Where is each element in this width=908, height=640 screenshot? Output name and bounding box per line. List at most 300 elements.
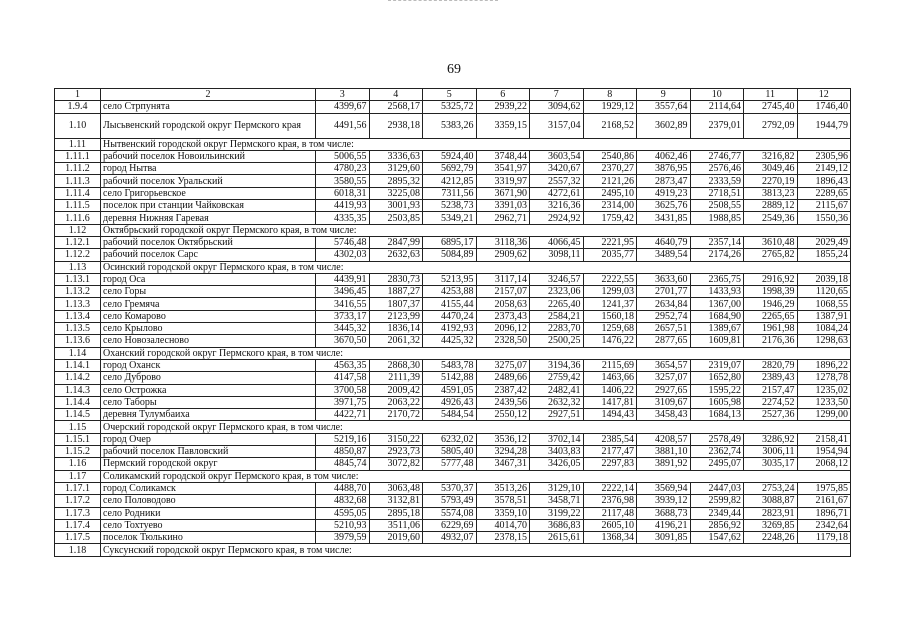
value-cell: 2117,48 [583, 507, 637, 519]
value-cell: 2265,65 [744, 310, 798, 322]
value-cell: 2323,06 [530, 286, 584, 298]
value-cell: 1684,90 [690, 310, 744, 322]
value-cell: 3416,55 [316, 298, 370, 310]
value-cell: 2952,74 [637, 310, 691, 322]
value-cell: 2578,49 [690, 433, 744, 445]
value-cell: 2357,14 [690, 236, 744, 248]
value-cell: 2157,07 [476, 286, 530, 298]
value-cell: 2387,42 [476, 384, 530, 396]
value-cell: 1652,80 [690, 372, 744, 384]
value-cell: 2378,15 [476, 532, 530, 544]
value-cell: 1476,22 [583, 335, 637, 347]
row-code: 1.17.2 [55, 495, 101, 507]
value-cell: 1068,55 [797, 298, 851, 310]
value-cell: 4422,71 [316, 409, 370, 421]
section-row [55, 544, 851, 556]
value-cell: 3748,44 [476, 150, 530, 162]
value-cell: 1084,24 [797, 323, 851, 335]
table-row [55, 532, 851, 544]
value-cell: 1299,00 [797, 409, 851, 421]
value-cell: 2389,43 [744, 372, 798, 384]
value-cell: 3257,07 [637, 372, 691, 384]
settlement-name: рабочий поселок Уральский [101, 175, 316, 187]
value-cell: 1389,67 [690, 323, 744, 335]
value-cell: 3458,71 [530, 495, 584, 507]
row-code: 1.11.1 [55, 150, 101, 162]
value-cell: 4491,56 [316, 113, 370, 138]
table-row [55, 396, 851, 408]
value-cell: 4147,58 [316, 372, 370, 384]
value-cell: 3496,45 [316, 286, 370, 298]
value-cell: 3359,15 [476, 113, 530, 138]
value-cell: 2149,12 [797, 163, 851, 175]
value-cell: 5213,95 [423, 273, 477, 285]
settlement-name: село Григорьевское [101, 187, 316, 199]
value-cell: 1179,18 [797, 532, 851, 544]
section-title: Осинский городской округ Пермского края, в том числе: [101, 261, 851, 273]
row-code: 1.11.3 [55, 175, 101, 187]
settlement-name: поселок при станции Чайковская [101, 200, 316, 212]
value-cell: 2222,14 [583, 482, 637, 494]
table-row [55, 101, 851, 113]
value-cell: 2634,84 [637, 298, 691, 310]
value-cell: 2068,12 [797, 458, 851, 470]
settlement-name: село Острожка [101, 384, 316, 396]
value-cell: 3275,07 [476, 359, 530, 371]
value-cell: 2792,09 [744, 113, 798, 138]
table-row [55, 409, 851, 421]
column-header: 2 [101, 89, 316, 101]
value-cell: 6895,17 [423, 236, 477, 248]
value-cell: 2599,82 [690, 495, 744, 507]
value-cell: 4919,23 [637, 187, 691, 199]
value-cell: 1560,18 [583, 310, 637, 322]
value-cell: 1961,98 [744, 323, 798, 335]
value-cell: 1836,14 [369, 323, 423, 335]
table-body [55, 101, 851, 556]
settlement-name: село Стрпунята [101, 101, 316, 113]
value-cell: 4272,61 [530, 187, 584, 199]
value-cell: 6229,69 [423, 519, 477, 531]
table-row [55, 495, 851, 507]
value-cell: 1367,00 [690, 298, 744, 310]
value-cell: 2746,77 [690, 150, 744, 162]
value-cell: 4832,68 [316, 495, 370, 507]
section-row [55, 224, 851, 236]
value-cell: 4850,87 [316, 446, 370, 458]
value-cell: 2114,64 [690, 101, 744, 113]
row-code: 1.13.2 [55, 286, 101, 298]
value-cell: 2550,12 [476, 409, 530, 421]
value-cell: 3117,14 [476, 273, 530, 285]
column-header: 6 [476, 89, 530, 101]
table-row [55, 187, 851, 199]
value-cell: 4780,23 [316, 163, 370, 175]
value-cell: 5349,21 [423, 212, 477, 224]
value-cell: 2270,19 [744, 175, 798, 187]
value-cell: 3541,97 [476, 163, 530, 175]
table-row [55, 163, 851, 175]
value-cell: 3336,63 [369, 150, 423, 162]
table-row [55, 236, 851, 248]
value-cell: 2123,99 [369, 310, 423, 322]
value-cell: 3094,62 [530, 101, 584, 113]
column-header: 7 [530, 89, 584, 101]
value-cell: 4845,74 [316, 458, 370, 470]
value-cell: 3489,54 [637, 249, 691, 261]
value-cell: 3199,22 [530, 507, 584, 519]
value-cell: 3118,36 [476, 236, 530, 248]
table-row [55, 212, 851, 224]
value-cell: 5483,78 [423, 359, 477, 371]
value-cell: 2549,36 [744, 212, 798, 224]
settlement-name: деревня Нижняя Гаревая [101, 212, 316, 224]
value-cell: 2916,92 [744, 273, 798, 285]
settlement-name: село Горы [101, 286, 316, 298]
value-cell: 3072,82 [369, 458, 423, 470]
value-cell: 3294,28 [476, 446, 530, 458]
value-cell: 2830,73 [369, 273, 423, 285]
value-cell: 3458,43 [637, 409, 691, 421]
value-cell: 2495,07 [690, 458, 744, 470]
value-cell: 2063,22 [369, 396, 423, 408]
value-cell: 2248,26 [744, 532, 798, 544]
value-cell: 2447,03 [690, 482, 744, 494]
value-cell: 1417,81 [583, 396, 637, 408]
value-cell: 1550,36 [797, 212, 851, 224]
value-cell: 1605,98 [690, 396, 744, 408]
value-cell: 2765,82 [744, 249, 798, 261]
value-cell: 2289,65 [797, 187, 851, 199]
value-cell: 3625,76 [637, 200, 691, 212]
value-cell: 3602,89 [637, 113, 691, 138]
value-cell: 2349,44 [690, 507, 744, 519]
value-cell: 1759,42 [583, 212, 637, 224]
value-cell: 2161,67 [797, 495, 851, 507]
value-cell: 2856,92 [690, 519, 744, 531]
value-cell: 2962,71 [476, 212, 530, 224]
value-cell: 2039,18 [797, 273, 851, 285]
table-row [55, 175, 851, 187]
value-cell: 3403,83 [530, 446, 584, 458]
settlement-name: село Крылово [101, 323, 316, 335]
value-cell: 2927,51 [530, 409, 584, 421]
value-cell: 2657,51 [637, 323, 691, 335]
value-cell: 1387,91 [797, 310, 851, 322]
value-cell: 4439,91 [316, 273, 370, 285]
row-code: 1.16 [55, 458, 101, 470]
value-cell: 2362,74 [690, 446, 744, 458]
row-code: 1.13 [55, 261, 101, 273]
value-cell: 3467,31 [476, 458, 530, 470]
value-cell: 2157,47 [744, 384, 798, 396]
value-cell: 3006,11 [744, 446, 798, 458]
settlement-name: село Новозалесново [101, 335, 316, 347]
section-row [55, 261, 851, 273]
settlement-name: село Гремяча [101, 298, 316, 310]
value-cell: 2877,65 [637, 335, 691, 347]
table-row [55, 298, 851, 310]
table-row [55, 323, 851, 335]
value-cell: 4208,57 [637, 433, 691, 445]
settlement-name: село Таборы [101, 396, 316, 408]
value-cell: 2605,10 [583, 519, 637, 531]
value-cell: 4335,35 [316, 212, 370, 224]
value-cell: 2557,32 [530, 175, 584, 187]
value-cell: 2096,12 [476, 323, 530, 335]
settlement-name: село Родники [101, 507, 316, 519]
value-cell: 2009,42 [369, 384, 423, 396]
value-cell: 3569,94 [637, 482, 691, 494]
value-cell: 5484,54 [423, 409, 477, 421]
value-cell: 3426,05 [530, 458, 584, 470]
value-cell: 2924,92 [530, 212, 584, 224]
value-cell: 2283,70 [530, 323, 584, 335]
row-code: 1.12.2 [55, 249, 101, 261]
row-code: 1.9.4 [55, 101, 101, 113]
value-cell: 3150,22 [369, 433, 423, 445]
row-code: 1.14 [55, 347, 101, 359]
value-cell: 4926,43 [423, 396, 477, 408]
value-cell: 1278,78 [797, 372, 851, 384]
value-cell: 1120,65 [797, 286, 851, 298]
value-cell: 2158,41 [797, 433, 851, 445]
value-cell: 4302,03 [316, 249, 370, 261]
value-cell: 4212,85 [423, 175, 477, 187]
value-cell: 3035,17 [744, 458, 798, 470]
value-cell: 5325,72 [423, 101, 477, 113]
value-cell: 5793,49 [423, 495, 477, 507]
value-cell: 4595,05 [316, 507, 370, 519]
value-cell: 3578,51 [476, 495, 530, 507]
value-cell: 2333,59 [690, 175, 744, 187]
value-cell: 3813,23 [744, 187, 798, 199]
column-header: 10 [690, 89, 744, 101]
value-cell: 5084,89 [423, 249, 477, 261]
value-cell: 3654,57 [637, 359, 691, 371]
row-code: 1.11.2 [55, 163, 101, 175]
row-code: 1.12 [55, 224, 101, 236]
value-cell: 2373,43 [476, 310, 530, 322]
value-cell: 5777,48 [423, 458, 477, 470]
settlement-name: город Оса [101, 273, 316, 285]
value-cell: 3269,85 [744, 519, 798, 531]
value-cell: 2584,21 [530, 310, 584, 322]
value-cell: 2111,39 [369, 372, 423, 384]
table-row [55, 372, 851, 384]
value-cell: 3733,17 [316, 310, 370, 322]
value-cell: 2482,41 [530, 384, 584, 396]
table-row [55, 507, 851, 519]
value-cell: 4419,93 [316, 200, 370, 212]
value-cell: 2174,26 [690, 249, 744, 261]
value-cell: 3702,14 [530, 433, 584, 445]
value-cell: 2938,18 [369, 113, 423, 138]
value-cell: 2379,01 [690, 113, 744, 138]
section-title: Соликамский городской округ Пермского края, в том числе: [101, 470, 851, 482]
value-cell: 1233,50 [797, 396, 851, 408]
value-cell: 1746,40 [797, 101, 851, 113]
value-cell: 2503,85 [369, 212, 423, 224]
value-cell: 1896,22 [797, 359, 851, 371]
value-cell: 1807,37 [369, 298, 423, 310]
value-cell: 2632,63 [369, 249, 423, 261]
value-cell: 2370,27 [583, 163, 637, 175]
value-cell: 1406,22 [583, 384, 637, 396]
value-cell: 1494,43 [583, 409, 637, 421]
value-cell: 2121,26 [583, 175, 637, 187]
value-cell: 2909,62 [476, 249, 530, 261]
value-cell: 2115,69 [583, 359, 637, 371]
value-cell: 1259,68 [583, 323, 637, 335]
value-cell: 4563,35 [316, 359, 370, 371]
tariff-table [54, 88, 851, 557]
value-cell: 1944,79 [797, 113, 851, 138]
value-cell: 3157,04 [530, 113, 584, 138]
value-cell: 3686,83 [530, 519, 584, 531]
value-cell: 2759,42 [530, 372, 584, 384]
value-cell: 3979,59 [316, 532, 370, 544]
value-cell: 3939,12 [637, 495, 691, 507]
section-row [55, 421, 851, 433]
value-cell: 1988,85 [690, 212, 744, 224]
settlement-name: рабочий поселок Новоильинский [101, 150, 316, 162]
row-code: 1.11.4 [55, 187, 101, 199]
value-cell: 2035,77 [583, 249, 637, 261]
value-cell: 1929,12 [583, 101, 637, 113]
value-cell: 3511,06 [369, 519, 423, 531]
value-cell: 2927,65 [637, 384, 691, 396]
value-cell: 3580,55 [316, 175, 370, 187]
value-cell: 2718,51 [690, 187, 744, 199]
table-row [55, 458, 851, 470]
value-cell: 3688,73 [637, 507, 691, 519]
value-cell: 4470,24 [423, 310, 477, 322]
section-row [55, 138, 851, 150]
header-artifact [388, 0, 498, 4]
value-cell: 1684,13 [690, 409, 744, 421]
value-cell: 3359,10 [476, 507, 530, 519]
value-cell: 1547,62 [690, 532, 744, 544]
value-cell: 2176,36 [744, 335, 798, 347]
table-row [55, 359, 851, 371]
value-cell: 6232,02 [423, 433, 477, 445]
row-code: 1.17.1 [55, 482, 101, 494]
value-cell: 5924,40 [423, 150, 477, 162]
value-cell: 4640,79 [637, 236, 691, 248]
value-cell: 5805,40 [423, 446, 477, 458]
value-cell: 3216,82 [744, 150, 798, 162]
value-cell: 1609,81 [690, 335, 744, 347]
column-header: 11 [744, 89, 798, 101]
value-cell: 1855,24 [797, 249, 851, 261]
value-cell: 3286,92 [744, 433, 798, 445]
settlement-name: рабочий поселок Октябрьский [101, 236, 316, 248]
row-code: 1.13.6 [55, 335, 101, 347]
value-cell: 1998,39 [744, 286, 798, 298]
value-cell: 2328,50 [476, 335, 530, 347]
value-cell: 2820,79 [744, 359, 798, 371]
value-cell: 2385,54 [583, 433, 637, 445]
row-code: 1.15 [55, 421, 101, 433]
value-cell: 2170,72 [369, 409, 423, 421]
value-cell: 2376,98 [583, 495, 637, 507]
value-cell: 4399,67 [316, 101, 370, 113]
value-cell: 2873,47 [637, 175, 691, 187]
value-cell: 2632,32 [530, 396, 584, 408]
value-cell: 2868,30 [369, 359, 423, 371]
settlement-name: Лысьвенский городской округ Пермского края [101, 113, 316, 138]
value-cell: 2305,96 [797, 150, 851, 162]
value-cell: 2500,25 [530, 335, 584, 347]
value-cell: 3633,60 [637, 273, 691, 285]
table-row [55, 433, 851, 445]
value-cell: 1954,94 [797, 446, 851, 458]
section-title: Очерский городской округ Пермского края, в том числе: [101, 421, 851, 433]
page-number: 69 [447, 62, 461, 77]
value-cell: 4591,05 [423, 384, 477, 396]
table-row [55, 249, 851, 261]
value-cell: 4192,93 [423, 323, 477, 335]
value-cell: 3194,36 [530, 359, 584, 371]
value-cell: 3098,11 [530, 249, 584, 261]
table-row [55, 384, 851, 396]
row-code: 1.14.1 [55, 359, 101, 371]
value-cell: 1896,43 [797, 175, 851, 187]
value-cell: 2576,46 [690, 163, 744, 175]
value-cell: 2029,49 [797, 236, 851, 248]
value-cell: 3091,85 [637, 532, 691, 544]
value-cell: 2615,61 [530, 532, 584, 544]
value-cell: 3129,10 [530, 482, 584, 494]
value-cell: 3001,93 [369, 200, 423, 212]
row-code: 1.18 [55, 544, 101, 556]
settlement-name: село Комарово [101, 310, 316, 322]
row-code: 1.11.5 [55, 200, 101, 212]
value-cell: 5383,26 [423, 113, 477, 138]
settlement-name: город Соликамск [101, 482, 316, 494]
value-cell: 5238,73 [423, 200, 477, 212]
table-row [55, 519, 851, 531]
value-cell: 1887,27 [369, 286, 423, 298]
value-cell: 5006,55 [316, 150, 370, 162]
settlement-name: село Половодово [101, 495, 316, 507]
value-cell: 4196,21 [637, 519, 691, 531]
column-header: 3 [316, 89, 370, 101]
value-cell: 1241,37 [583, 298, 637, 310]
value-cell: 1298,63 [797, 335, 851, 347]
section-title: Оханский городской округ Пермского края, в том числе: [101, 347, 851, 359]
row-code: 1.14.4 [55, 396, 101, 408]
value-cell: 2823,91 [744, 507, 798, 519]
value-cell: 1595,22 [690, 384, 744, 396]
value-cell: 4932,07 [423, 532, 477, 544]
settlement-name: деревня Тулумбаиха [101, 409, 316, 421]
settlement-name: город Оханск [101, 359, 316, 371]
column-header: 9 [637, 89, 691, 101]
value-cell: 5219,16 [316, 433, 370, 445]
value-cell: 2540,86 [583, 150, 637, 162]
value-cell: 6018,31 [316, 187, 370, 199]
value-cell: 1463,66 [583, 372, 637, 384]
value-cell: 3420,67 [530, 163, 584, 175]
settlement-name: село Тохтуево [101, 519, 316, 531]
value-cell: 4062,46 [637, 150, 691, 162]
row-code: 1.13.5 [55, 323, 101, 335]
value-cell: 4253,88 [423, 286, 477, 298]
value-cell: 3246,57 [530, 273, 584, 285]
value-cell: 2895,32 [369, 175, 423, 187]
